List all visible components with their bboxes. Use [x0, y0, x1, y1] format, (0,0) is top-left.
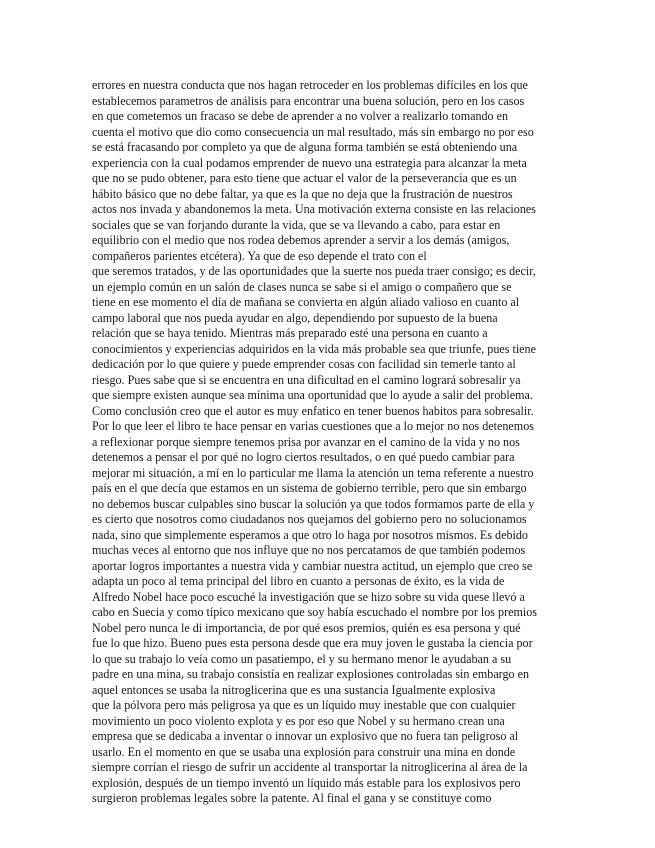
text-line: país en el que decía que estamos en un sistema de gobierno terrible, pero que sin embargo	[92, 481, 527, 495]
text-line: cabo en Suecia y como típico mexicano que soy había escuchado el nombre por los premios	[92, 605, 537, 619]
text-line: mejorar mi situación, a mí en lo particular me llama la atención un tema referente a nuestro	[92, 465, 534, 480]
text-line: actos nos invada y abandonemos la meta. Una motivación externa consiste en las relaciones	[92, 202, 536, 216]
text-line: establecemos parametros de análisis para encontrar una buena solución, pero en los casos	[92, 93, 525, 108]
text-line: equilibrio con el medio que nos rodea debemos aprender a servir a los demás (amigos,	[92, 233, 510, 247]
text-line: surgieron problemas legales sobre la patente. Al final el gana y se constituye como	[92, 791, 492, 805]
body-text	[92, 78, 592, 807]
text-line: un ejemplo común en un salón de clases nunca se sabe si el amigo o compañero que se	[92, 279, 512, 294]
text-line: cuenta el motivo que dio como consecuencia un mal resultado, más sin embargo no por eso	[92, 124, 534, 139]
text-line: movimiento un poco violento explota y es por eso que Nobel y su hermano crean una	[92, 713, 505, 728]
text-line: que siempre existen aunque sea mínima una oportunidad que lo ayude a salir del problema.	[92, 388, 533, 402]
text-line: lo que su trabajo lo veía como un pasatiempo, el y su hermano menor le ayudaban a su	[92, 651, 512, 666]
text-line: muchas veces al entorno que nos influye que no nos percatamos de que también podemos	[92, 543, 526, 557]
text-line: dedicación por lo que quiere y puede emprender cosas con facilidad sin temerle tanto al	[92, 357, 516, 371]
text-line: Como conclusión creo que el autor es muy enfatico en tener buenos habitos para sobresalir.	[92, 403, 534, 418]
text-line: que la pólvora pero más peligrosa ya que es un líquido muy inestable que con cualquier	[92, 698, 516, 712]
text-line: no debemos buscar culpables sino buscar la solución ya que todos formamos parte de ella y	[92, 496, 535, 511]
text-line: Nobel pero nunca le di importancia, de por qué esos premios, quién es esa persona y qué	[92, 620, 521, 635]
text-line: relación que se haya tenido. Mientras más preparado esté una persona en cuanto a	[92, 326, 488, 340]
text-line: sociales que se van forjando durante la vida, que se va llevando a cabo, para estar en	[92, 217, 501, 232]
text-line: en que cometemos un fracaso se debe de aprender a no volver a realizarlo tomando en	[92, 109, 509, 123]
text-line: es cierto que nosotros como ciudadanos nos quejamos del gobierno pero no solucionamos	[92, 512, 527, 526]
text-line: a reflexionar porque siempre tenemos prisa por avanzar en el camino de la vida y no nos	[92, 434, 520, 449]
text-line: tiene en ese momento el día de mañana se convierta en algún aliado valioso en cuanto al	[92, 295, 520, 309]
text-line: errores en nuestra conducta que nos hagan retroceder en los problemas difíciles en los que	[92, 78, 528, 92]
text-line: experiencia con la cual podamos emprender de nuevo una estrategia para alcanzar la meta	[92, 155, 527, 170]
text-line: Por lo que leer el libro te hace pensar en varias cuestiones que a lo mejor no nos detenemos	[92, 419, 534, 433]
text-line: hábito básico que no debe faltar, ya que es la que no deja que la frustración de nuestros	[92, 186, 513, 201]
text-line: usarlo. En el momento en que se usaba una explosión para construir una mina en donde	[92, 744, 516, 759]
text-line: riesgo. Pues sabe que si se encuentra en una dificultad en el camino logrará sobresalir ya	[92, 372, 521, 387]
text-line: que no se pudo obtener, para esto tiene que actuar el valor de la perseverancia que es un	[92, 171, 517, 185]
text-line: compañeros parientes etcétera). Ya que de eso depende el trato con el	[92, 248, 427, 263]
text-line: conocimientos y experiencias adquiridos en la vida más probable sea que triunfe, pues tiene	[92, 341, 536, 356]
text-line: Alfredo Nobel hace poco escuché la investigación que se hizo sobre su vida quese llevó a	[92, 589, 525, 604]
text-line: campo laboral que nos pueda ayudar en algo, dependiendo por supuesto de la buena	[92, 310, 498, 325]
text-line: fue lo que hizo. Bueno pues esta persona desde que era muy joven le gustaba la ciencia por	[92, 636, 533, 650]
text-line: aportar logros importantes a nuestra vida y cambiar nuestra actitud, un ejemplo que creo se	[92, 558, 533, 573]
text-line: adapta un poco al tema principal del libro en cuanto a personas de éxito, es la vida de	[92, 574, 505, 588]
text-line: padre en una mina, su trabajo consistía en realizar explosiones controladas sin embargo en	[92, 667, 530, 681]
text-line: se está fracasando por completo ya que de alguna forma también se está obteniendo una	[92, 140, 518, 154]
text-line: detenemos a pensar el por qué no logro ciertos resultados, o en qué puedo cambiar para	[92, 450, 515, 464]
text-line: que seremos tratados, y de las oportunidades que la suerte nos pueda traer consigo; es decir,	[92, 264, 536, 278]
text-line: empresa que se dedicaba a inventar o innovar un explosivo que no fuera tan peligroso al	[92, 729, 519, 743]
text-line: explosión, después de un tiempo inventó un líquido más estable para los explosivos pero	[92, 775, 521, 790]
text-line: siempre corrían el riesgo de sufrir un accidente al transportar la nitroglicerina al área de la	[92, 760, 528, 774]
text-line: aquel entonces se usaba la nitroglicerina que es una sustancia Igualmente explosiva	[92, 682, 496, 697]
text-line: nada, sino que simplemente esperamos a que otro lo haga por nosotros mismos. Es debido	[92, 527, 528, 542]
